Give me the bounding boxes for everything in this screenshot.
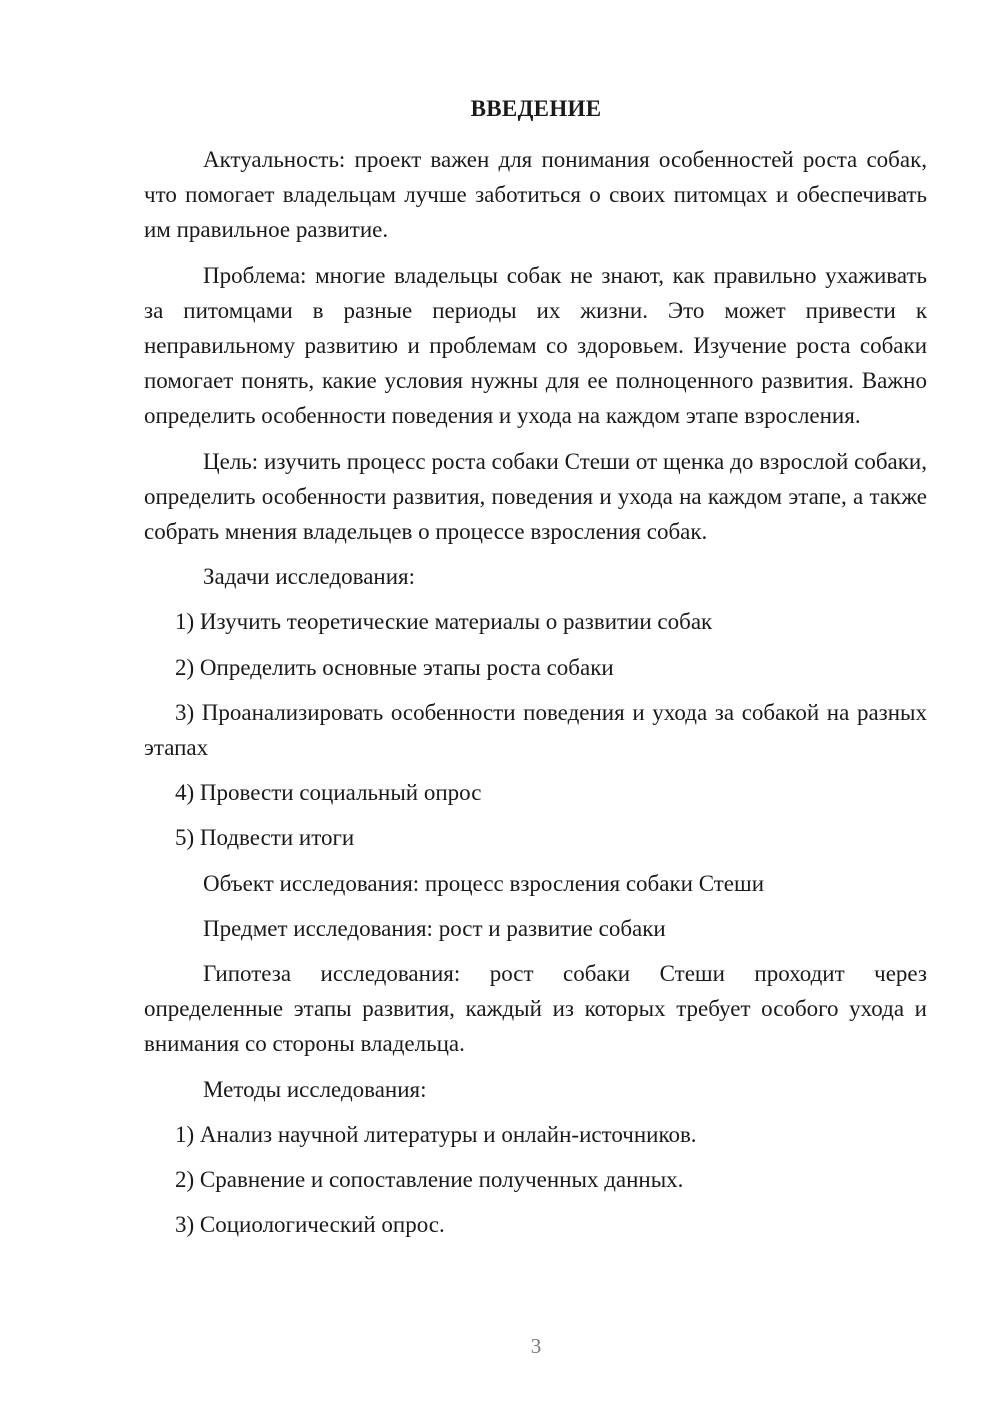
document-body — [144, 142, 927, 1252]
paragraph-hypothesis: Гипотеза исследования: рост собаки Стеши проходит через определенные этапы развития, каждый из которых требует особого ухода и внимания со стороны владельца. — [144, 961, 927, 1057]
paragraph-goal: Цель: изучить процесс роста собаки Стеши от щенка до взрослой собаки, определить особенности развития, поведения и ухода на каждом этапе, а также собрать мнения владельцев о процессе взросления собак. — [144, 448, 927, 545]
list-item: 3) Социологический опрос. — [175, 1212, 445, 1238]
list-item: 1) Изучить теоретические материалы о развитии собак — [175, 609, 713, 635]
tasks-heading: Задачи исследования: — [203, 564, 416, 590]
list-item: 1) Анализ научной литературы и онлайн-источников. — [175, 1121, 697, 1147]
list-item: 2) Сравнение и сопоставление полученных данных. — [175, 1167, 684, 1193]
page-number: 3 — [530, 1334, 542, 1358]
list-item: 3) Проанализировать особенности поведения и ухода за собакой на разных этапах — [144, 699, 927, 761]
paragraph-object: Объект исследования: процесс взросления собаки Стеши — [203, 870, 765, 896]
list-item: 4) Провести социальный опрос — [175, 780, 482, 806]
page-title: ВВЕДЕНИЕ — [470, 96, 602, 121]
paragraph-problem: Проблема: многие владельцы собак не знают, как правильно ухаживать за питомцами в разные периоды их жизни. Это может привести к неправильному развитию и проблемам со здоровьем. Изучение роста собаки помогает понять, какие условия нужны для ее полноценного развития. Важно определить особенности поведения и ухода на каждом этапе взросления. — [144, 262, 927, 429]
paragraph-subject: Предмет исследования: рост и развитие собаки — [203, 915, 666, 941]
list-item: 2) Определить основные этапы роста собаки — [175, 654, 614, 680]
paragraph-relevance: Актуальность: проект важен для понимания особенностей роста собак, что помогает владельцам лучше заботиться о своих питомцах и обеспечивать им правильное развитие. — [144, 147, 927, 243]
list-item: 5) Подвести итоги — [175, 825, 355, 851]
methods-heading: Методы исследования: — [203, 1076, 427, 1102]
